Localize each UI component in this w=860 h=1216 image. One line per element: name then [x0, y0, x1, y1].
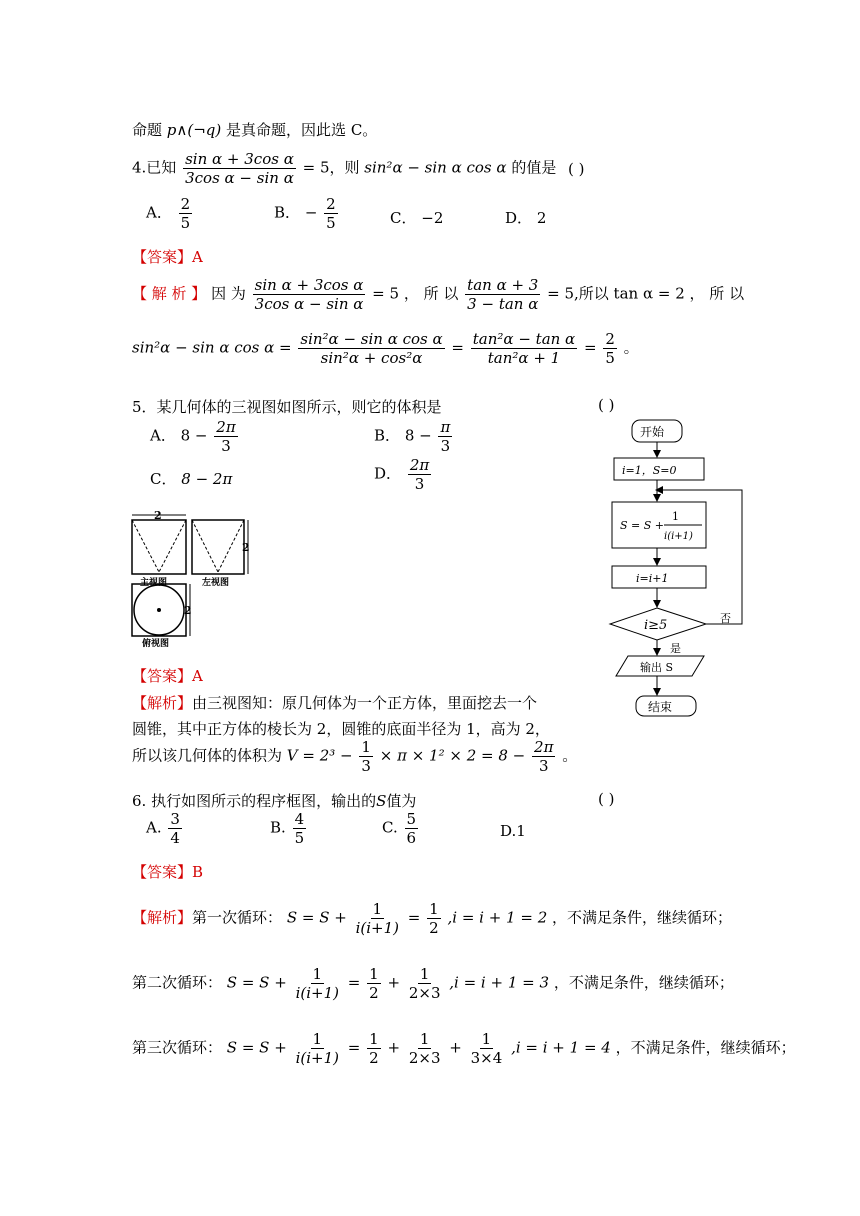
q5-option-d-num: 2π [409, 456, 430, 474]
q4-target: sin²α − sin α cos α [364, 158, 507, 177]
front-view [132, 509, 186, 588]
q4-option-c-text: −2 [421, 209, 444, 227]
q6-loop2-tail: ，不满足条件，继续循环； [553, 973, 734, 992]
q4-expl-because: 因 为 [211, 284, 246, 303]
q4-expl-num1: sin α + 3cos α [254, 276, 364, 294]
q4-cond-rhs: = 5，则 [302, 158, 360, 177]
q5-option-a-label: A． [150, 426, 176, 445]
q4-option-a-den: 5 [180, 214, 191, 232]
q4-answer-tag: 【答案】 [132, 248, 193, 266]
q6-loop3-frac-den: i(i+1) [295, 1049, 339, 1067]
q6-option-b-den: 5 [294, 829, 305, 847]
q6-option-a [146, 810, 184, 847]
q6-loop3-t3-num: 1 [481, 1030, 492, 1048]
q4-condition-fraction [183, 150, 296, 187]
q6-loop3-frac [294, 1030, 341, 1067]
q5-expl-text1: 由三视图知：原几何体为一个正方体，里面挖去一个 [192, 694, 538, 712]
q6-loop2-t2-num: 1 [419, 965, 430, 983]
prev-suffix: 是真命题，因此选 C。 [226, 121, 378, 139]
q6-loop2-t1-den: 2 [369, 984, 379, 1002]
q4-paren: ( ) [568, 160, 585, 178]
q5-expl-line3 [132, 738, 577, 775]
front-view-label: 主视图 [140, 578, 168, 588]
flow-inc-text: i=i+1 [636, 572, 669, 585]
q6-loop2-t1-num: 1 [369, 965, 379, 983]
q4-explanation-line2: sin²α − sin α cos α = $\frac{\text{sin²α − sin α cos α}}{\text{sin²α + cos²α}}$ = $\frac{\text{tan²α − tan α}}{\text{tan²α + 1}}$ = $\frac{2}{5}$ 。 [132, 330, 639, 367]
q6-option-d [500, 822, 526, 840]
q4-option-a [146, 195, 194, 232]
left-dim-label: 2 [242, 541, 250, 554]
q5-answer [132, 665, 203, 686]
q6-option-b-num: 4 [294, 810, 305, 828]
flow-init-text: i=1，S=0 [622, 464, 677, 477]
q5-option-b-label: B． [374, 426, 401, 445]
flow-end-text: 结束 [648, 700, 673, 714]
flow-start-text: 开始 [640, 425, 665, 439]
q6-loop2-i: ,i = i + 1 = 3 [449, 973, 550, 992]
flow-cond-text: i≥5 [644, 618, 668, 633]
q6-loop2-head: 第二次循环： [132, 973, 223, 992]
q6-loop1-frac-den: i(i+1) [355, 919, 400, 937]
program-flowchart [600, 412, 750, 722]
q5-stem: 5．某几何体的三视图如图所示，则它的体积是 [132, 398, 442, 416]
q6-option-d-text: 1 [516, 822, 526, 840]
left-view [192, 520, 250, 588]
q4-option-b-frac [324, 195, 338, 232]
prev-expression: p∧(¬q) [166, 121, 222, 139]
q6-loop3-i: ,i = i + 1 = 4 [511, 1038, 611, 1057]
q5-option-b-num: π [440, 418, 451, 436]
q4-line2-num1: sin²α − sin α cos α [300, 330, 443, 348]
q5-option-c [150, 468, 232, 489]
q6-option-a-den: 4 [170, 829, 180, 847]
q4-option-b-sign: − [304, 203, 318, 222]
q6-answer-value: B [192, 863, 204, 881]
q4-expl-den1: 3cos α − sin α [254, 295, 364, 313]
q6-loop2-term1 [367, 965, 381, 1002]
q4-expl-num2: tan α + 3 [467, 276, 539, 294]
q5-option-b-frac [438, 418, 452, 455]
q6-option-c-frac [405, 810, 419, 847]
left-view-label: 左视图 [202, 578, 230, 588]
q6-loop1-lhs: S = S + [286, 908, 347, 927]
q4-option-d [505, 207, 546, 228]
q6-option-a-num: 3 [170, 810, 180, 828]
q6-loop2: 第二次循环： S = S + $\frac{1}{i(i+1)}$ = $\frac{1}{2}$ + $\frac{1}{2\times 3}$ ,i = i + 1 = 3 ，不满足条件，继续循环； [132, 965, 734, 1002]
q4-tail: 的值是 [511, 158, 557, 177]
q5-option-a-pre: 8 − [180, 426, 208, 445]
q4-stem [132, 150, 556, 187]
prev-answer-line [132, 119, 377, 140]
q5-option-a-frac [214, 418, 237, 455]
q6-loop3-term1 [367, 1030, 381, 1067]
q5-formula-num1: 1 [361, 738, 371, 756]
flow-update-den: i(i+1) [664, 531, 693, 542]
q4-line2-frac1 [298, 330, 444, 367]
flow-update-lhs: S = S + [620, 519, 664, 532]
q4-lead: 4.已知 [132, 158, 177, 177]
q4-line2-end: 。 [623, 338, 639, 357]
q4-line2-den2: tan²α + 1 [487, 349, 561, 367]
q5-formula-den2: 3 [538, 757, 549, 775]
flow-yes-label: 是 [670, 642, 681, 655]
q6-loop1-tail: ，不满足条件，继续循环； [552, 908, 733, 927]
q5-expl-line2: 圆锥，其中正方体的棱长为 2，圆锥的底面半径为 1，高为 2， [132, 720, 550, 738]
q6-loop2-term2 [407, 965, 443, 1002]
q4-expl-eq1: = 5 ， [372, 284, 419, 303]
q6-loop2-t2-den: 2×3 [408, 984, 441, 1002]
q6-option-c-label: C. [382, 818, 398, 837]
q6-loop3-tail: ，不满足条件，继续循环； [615, 1038, 796, 1057]
q5-formula-b: × π × 1² × 2 = 8 − [379, 746, 526, 765]
q6-loop2-frac-num: 1 [312, 965, 323, 983]
q6-stem-tail: 值为 [386, 792, 417, 810]
q4-line2-lhs: sin²α − sin α cos α = [132, 338, 292, 357]
q6-loop3-t1-num: 1 [369, 1030, 379, 1048]
q6-option-c-num: 5 [406, 810, 417, 828]
q4-line2-result [603, 330, 617, 367]
q6-loop1-res-num: 1 [429, 900, 439, 918]
q6-option-b [270, 810, 308, 847]
q4-answer [132, 246, 203, 267]
q6-option-c [382, 810, 420, 847]
q6-loop2-frac [294, 965, 341, 1002]
q4-expl-eq2: = 5,所以 tan α = 2 ， [547, 284, 705, 303]
q5-formula-end: 。 [562, 746, 578, 765]
q5-option-c-text: 8 − 2π [181, 470, 233, 488]
q4-option-d-text: 2 [536, 209, 547, 227]
q5-option-d [374, 456, 433, 493]
q5-option-a-num: 2π [216, 418, 236, 436]
q5-option-d-label: D． [374, 464, 402, 483]
q4-option-b-den: 5 [326, 214, 336, 232]
q6-loop1-res-den: 2 [429, 919, 439, 937]
q5-formula-a: V = 2³ − [286, 746, 353, 765]
top-view [132, 584, 192, 649]
q6-loop2-lhs: S = S + [226, 973, 287, 992]
q4-expl-tag: 【 解 析 】 [132, 284, 207, 303]
q6-loop2-frac-den: i(i+1) [295, 984, 339, 1002]
q5-expl-tag: 【解析】 [132, 694, 193, 712]
three-view-figure [126, 506, 256, 650]
q6-paren: ( ) [598, 790, 615, 808]
q6-loop3-t3-den: 3×4 [470, 1049, 503, 1067]
q6-stem-text: 6. 执行如图所示的程序框图，输出的 [132, 792, 377, 810]
q6-loop3: 第三次循环： S = S + $\frac{1}{i(i+1)}$ = $\frac{1}{2}$ + $\frac{1}{2\times 3}$ + $\frac{1}{3\times 4}$ ,i = i + 1 = 4 ，不满足条件，继续循环； [132, 1030, 796, 1067]
q6-loop3-lhs: S = S + [226, 1038, 287, 1057]
q5-formula-num2: 2π [534, 738, 554, 756]
q5-option-b [374, 418, 454, 455]
q6-stem-var: S [376, 792, 387, 810]
q5-option-a-den: 3 [221, 437, 231, 455]
q6-loop3-t2-num: 1 [419, 1030, 430, 1048]
q6-loop3-frac-num: 1 [312, 1030, 323, 1048]
q6-option-b-frac [293, 810, 307, 847]
q4-expl-so1: 所 以 [423, 284, 459, 303]
q5-paren: ( ) [598, 396, 615, 414]
q4-cond-den: 3cos α − sin α [185, 169, 294, 187]
q5-answer-tag: 【答案】 [132, 667, 193, 685]
q5-option-b-pre: 8 − [404, 426, 432, 445]
q6-answer-tag: 【答案】 [132, 863, 193, 881]
q5-option-d-frac [408, 456, 431, 493]
q4-line2-res-num: 2 [605, 330, 615, 348]
q6-loop3-term3 [469, 1030, 505, 1067]
q4-line2-frac2 [471, 330, 577, 367]
q4-expl-frac1 [253, 276, 366, 313]
q4-line2-res-den: 5 [605, 349, 615, 367]
q6-option-a-frac [168, 810, 182, 847]
q5-formula-frac1 [359, 738, 373, 775]
q6-loop3-t2-den: 2×3 [408, 1049, 441, 1067]
q4-option-d-label: D． [505, 209, 533, 227]
flow-no-label: 否 [720, 612, 731, 625]
q6-loop1-frac [354, 900, 401, 937]
q5-formula-den1: 3 [361, 757, 371, 775]
q5-expl-line1 [132, 692, 537, 713]
q6-loop3-t1-den: 2 [369, 1049, 379, 1067]
q4-option-a-frac [179, 195, 193, 232]
q6-stem [132, 790, 416, 811]
q4-option-b [274, 195, 340, 232]
top-view-label: 俯视图 [142, 639, 170, 649]
q4-option-a-num: 2 [180, 195, 191, 213]
q6-loop1-head: 第一次循环： [192, 908, 283, 927]
flow-output-text: 输出 S [640, 661, 674, 674]
prev-prefix: 命题 [132, 121, 163, 139]
q5-option-c-label: C． [150, 470, 177, 488]
q4-expl-so2: 所 以 [709, 284, 745, 303]
q4-cond-num: sin α + 3cos α [185, 150, 294, 168]
q4-option-b-label: B． [274, 203, 301, 222]
q5-expl-text3: 所以该几何体的体积为 [132, 746, 283, 765]
q6-option-c-den: 6 [406, 829, 417, 847]
q4-option-a-label: A． [146, 203, 172, 222]
q6-option-a-label: A. [146, 818, 162, 837]
q4-option-b-num: 2 [326, 195, 336, 213]
q6-option-d-label: D. [500, 822, 517, 840]
q4-line2-num2: tan²α − tan α [472, 330, 576, 348]
q6-loop3-head: 第三次循环： [132, 1038, 223, 1057]
q6-loop3-term2 [407, 1030, 443, 1067]
q4-line2-den1: sin²α + cos²α [320, 349, 423, 367]
q4-option-c-label: C． [390, 209, 417, 227]
flow-update-num: 1 [672, 510, 679, 523]
q6-expl-tag: 【解析】 [132, 908, 193, 927]
q5-option-a [150, 418, 240, 455]
q6-loop1 [132, 900, 732, 937]
top-dim-label: 2 [184, 604, 192, 617]
q5-formula-frac2 [532, 738, 555, 775]
q4-explanation-line1 [132, 276, 744, 313]
front-dim-label: 2 [154, 509, 162, 522]
q6-answer [132, 861, 203, 882]
q6-loop1-frac-num: 1 [372, 900, 383, 918]
q4-expl-frac2 [465, 276, 540, 313]
q6-loop1-result [427, 900, 441, 937]
q4-answer-value: A [192, 248, 203, 266]
q6-loop1-i: ,i = i + 1 = 2 [447, 908, 548, 927]
q6-loop1-eq: = [407, 908, 421, 927]
q4-option-c [390, 207, 443, 228]
q5-option-d-den: 3 [414, 475, 425, 493]
q6-option-b-label: B. [270, 818, 286, 837]
q4-expl-den2: 3 − tan α [467, 295, 539, 313]
q5-answer-value: A [192, 667, 203, 685]
q5-option-b-den: 3 [440, 437, 451, 455]
